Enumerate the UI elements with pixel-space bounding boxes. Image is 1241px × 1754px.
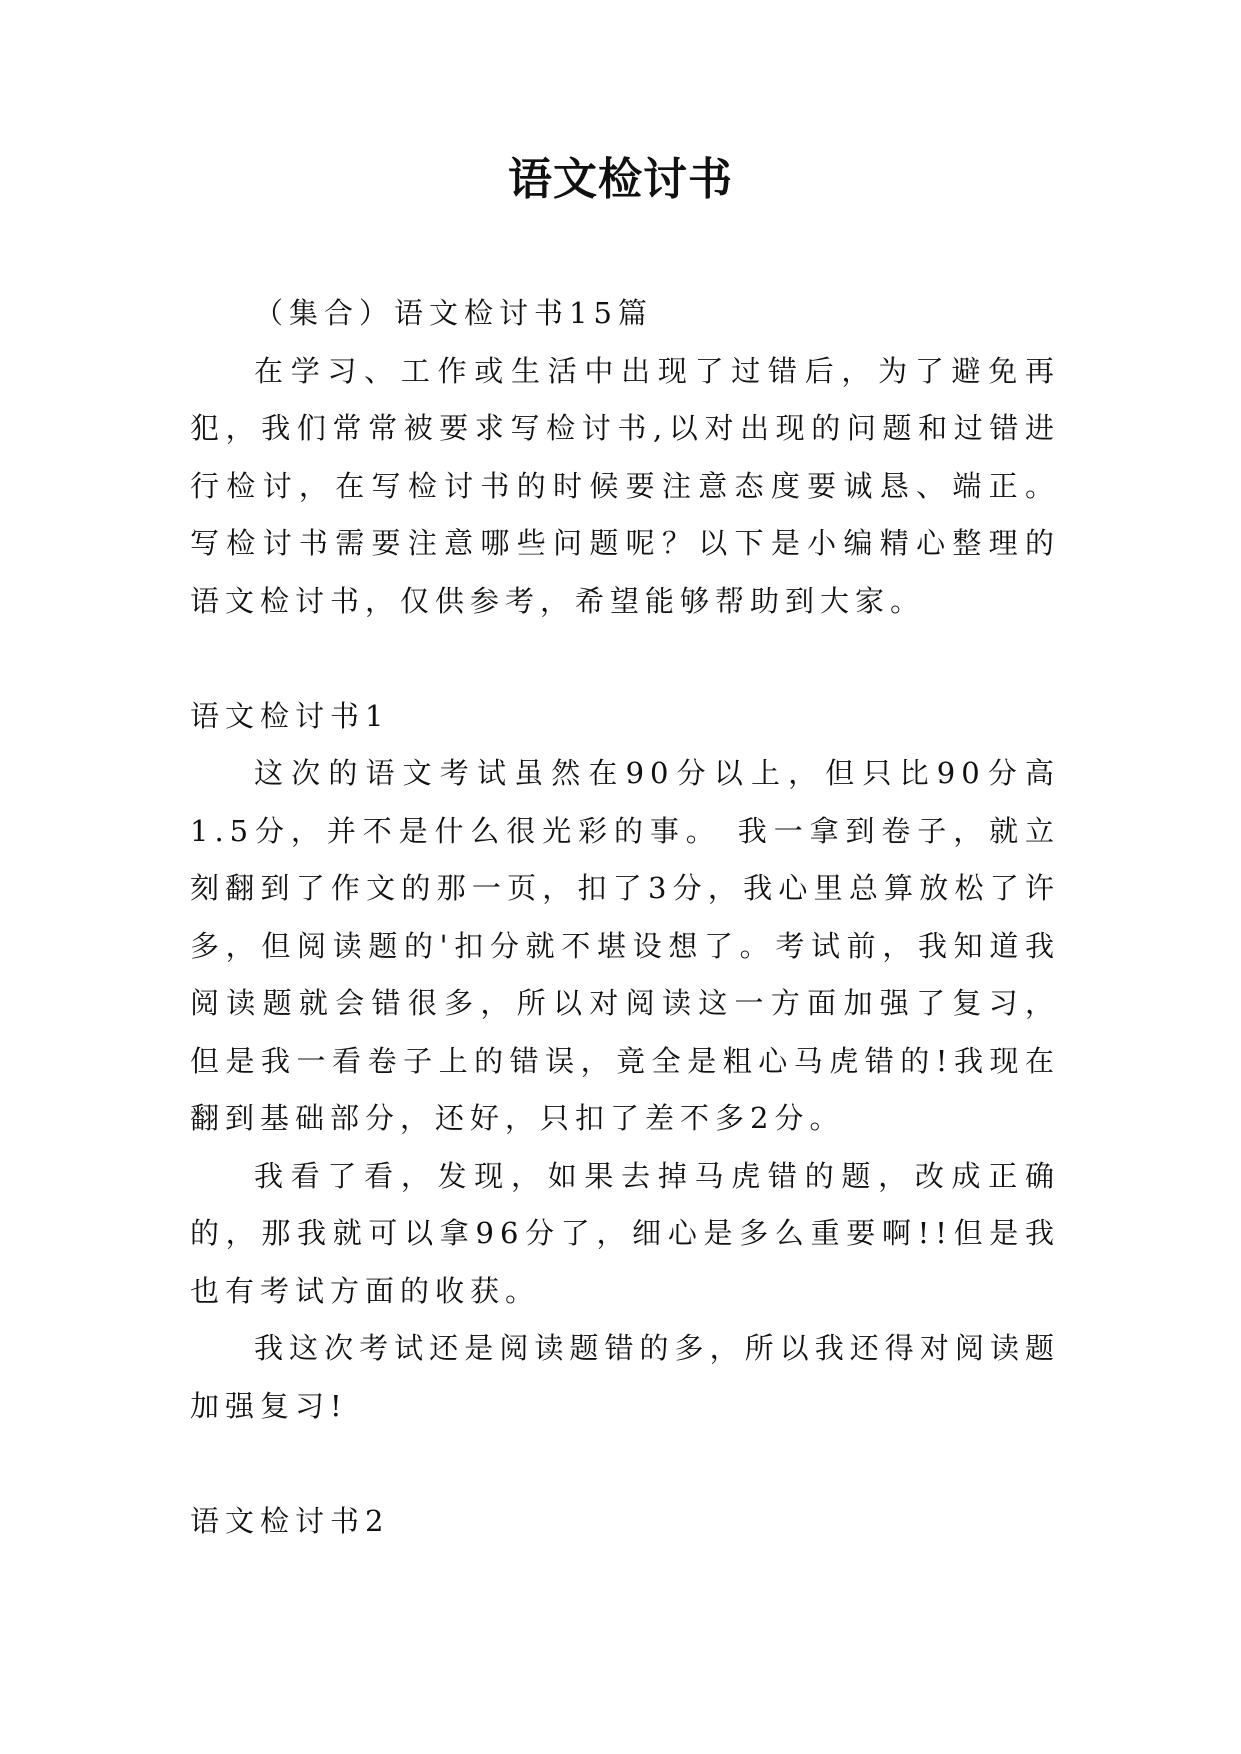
document-subtitle: （集合）语文检讨书15篇	[254, 296, 653, 330]
section-heading-2: 语文检讨书2	[190, 1503, 390, 1538]
section-heading-1: 语文检讨书1	[190, 698, 390, 733]
intro-paragraph: 在学习、工作或生活中出现了过错后，为了避免再犯，我们常常被要求写检讨书,以对出现的问题和过错进行检讨，在写检讨书的时候要注意态度要诚恳、端正。写检讨书需要注意哪些问题呢？以下是小编精心整理的语文检讨书，仅供参考，希望能够帮助到大家。	[190, 353, 1060, 618]
section-1-paragraph-3: 我这次考试还是阅读题错的多，所以我还得对阅读题加强复习!	[190, 1331, 1060, 1423]
section-1-paragraph-2: 我看了看，发现，如果去掉马虎错的题，改成正确的，那我就可以拿96分了，细心是多么重要啊!!但是我也有考试方面的收获。	[190, 1158, 1060, 1308]
section-1-paragraph-1: 这次的语文考试虽然在90分以上，但只比90分高1.5分，并不是什么很光彩的事。 我一拿到卷子，就立刻翻到了作文的那一页，扣了3分，我心里总算放松了许多，但阅读题的'扣分就不堪设想了。考试前，我知道我阅读题就会错很多，所以对阅读这一方面加强了复习，但是我一看卷子上的错误，竟全是粗心马虎错的!我现在翻到基础部分，还好，只扣了差不多2分。	[190, 756, 1060, 1135]
section-gap	[190, 630, 1060, 688]
document-body	[190, 285, 1060, 1550]
section-gap	[190, 1435, 1060, 1493]
document-title: 语文检讨书	[508, 154, 733, 205]
